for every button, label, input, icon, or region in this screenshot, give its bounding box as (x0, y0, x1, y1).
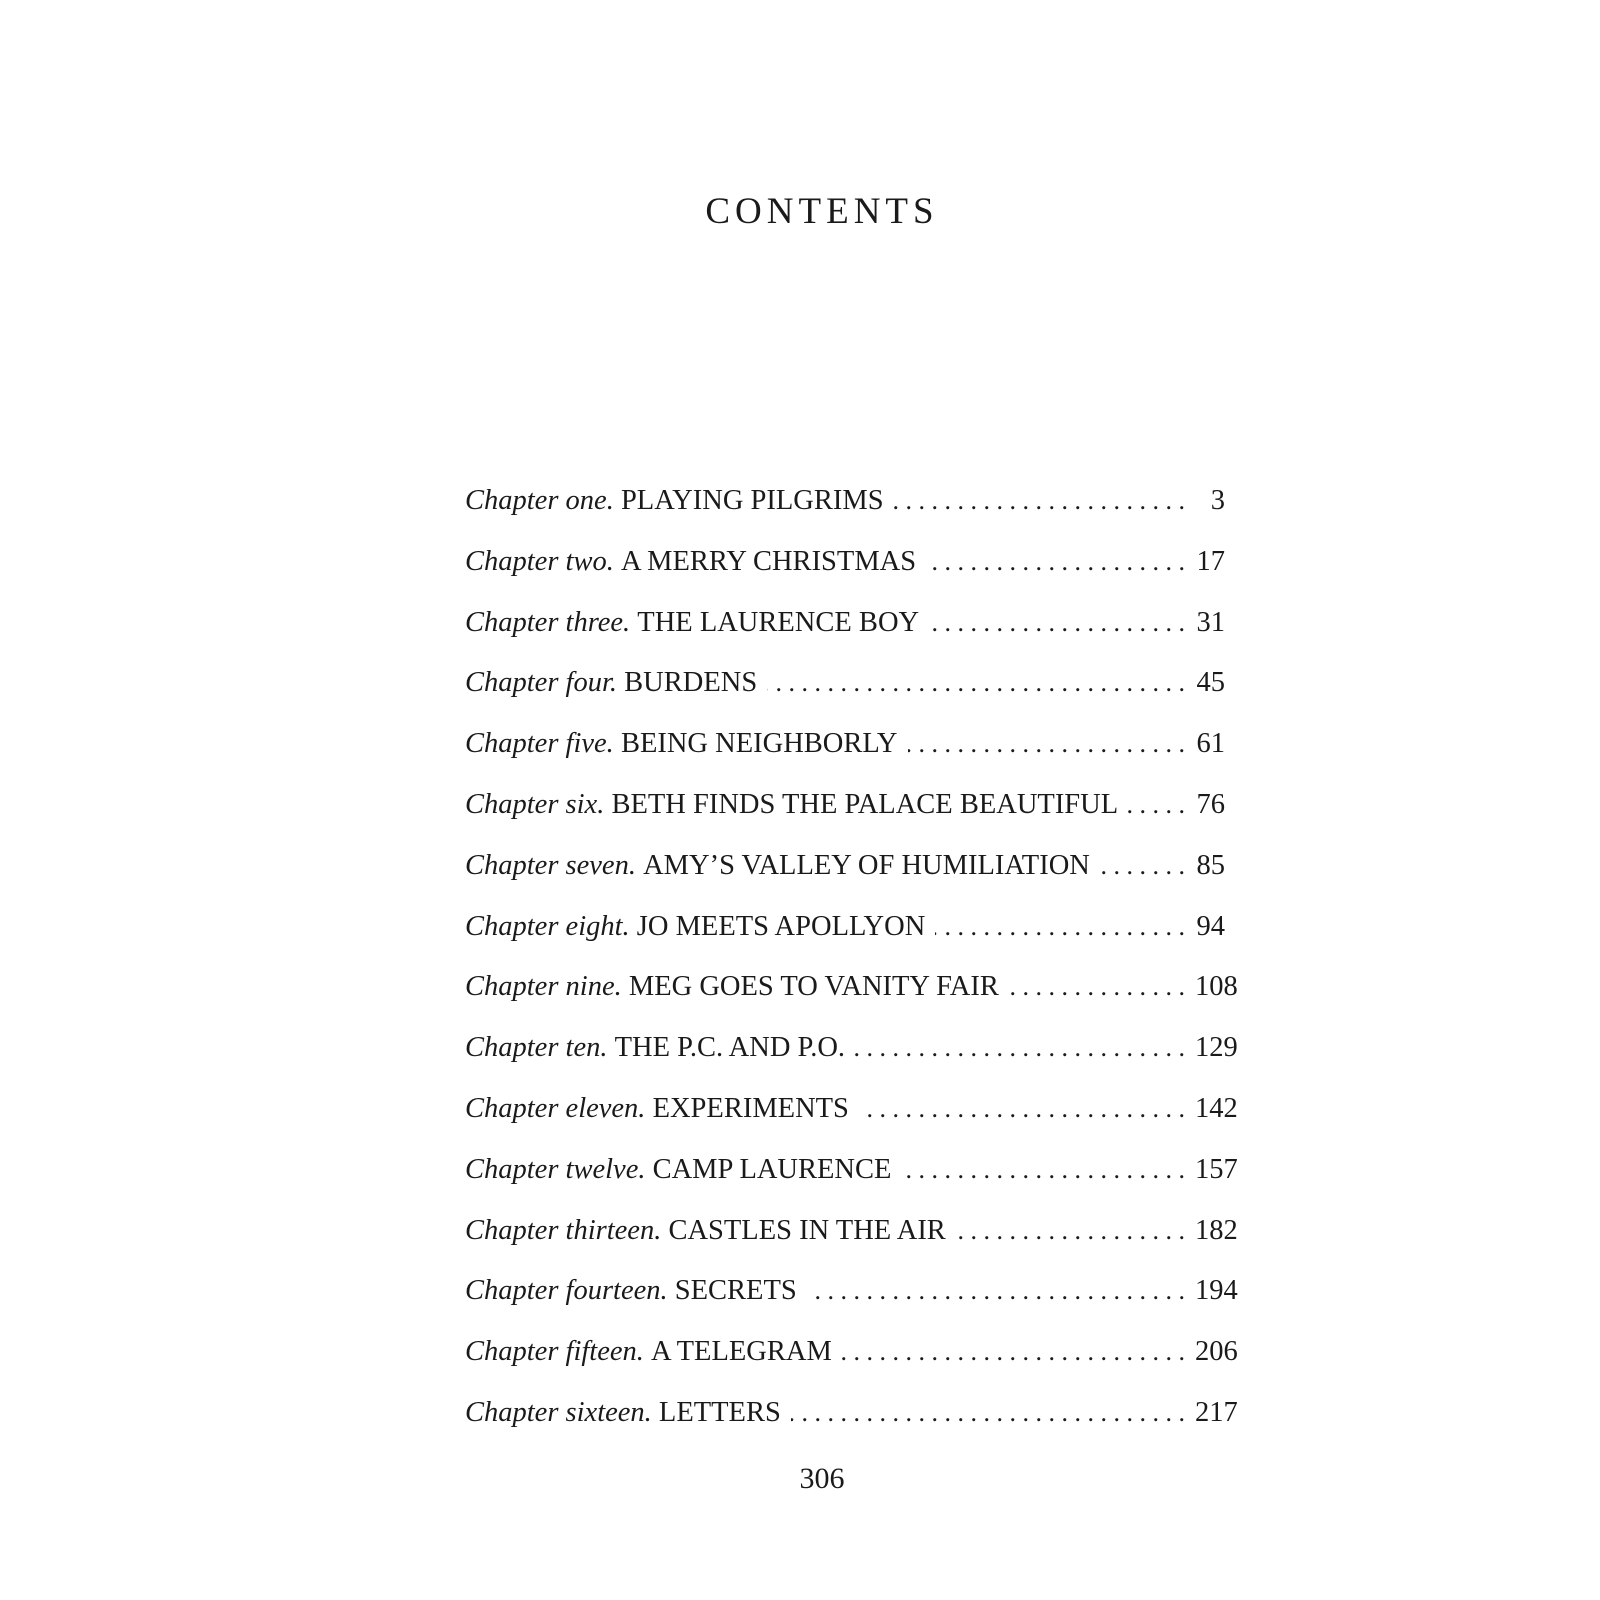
toc-entry (465, 547, 1225, 608)
table-of-contents (465, 485, 1238, 1459)
chapter-title: EXPERIMENTS (652, 1092, 849, 1124)
folio-page-number: 306 (799, 1462, 845, 1495)
page-number: 45 (1196, 667, 1225, 699)
chapter-number: Chapter ten. (465, 1032, 608, 1064)
dot-leader (791, 1398, 1185, 1428)
chapter-title: CASTLES IN THE AIR (668, 1214, 946, 1246)
dot-leader (929, 608, 1185, 638)
chapter-title: SECRETS (674, 1275, 797, 1307)
toc-entry (465, 1275, 1238, 1337)
dot-leader (901, 1155, 1185, 1185)
chapter-title: MEG GOES TO VANITY FAIR (628, 971, 999, 1003)
dot-leader (1009, 972, 1185, 1002)
chapter-title: THE LAURENCE BOY (637, 606, 920, 638)
dot-leader (926, 547, 1185, 577)
toc-entry (465, 608, 1225, 669)
chapter-title: THE P.C. AND P.O. (614, 1032, 846, 1064)
dot-leader (908, 729, 1185, 759)
toc-entry (465, 912, 1225, 973)
chapter-number: Chapter three. (465, 606, 631, 638)
dot-leader (1100, 851, 1185, 881)
chapter-number: Chapter fifteen. (465, 1336, 644, 1368)
toc-entry (465, 1214, 1238, 1277)
page-number: 76 (1196, 788, 1225, 820)
toc-entry (465, 1336, 1238, 1398)
page-number: 61 (1196, 728, 1225, 760)
chapter-number: Chapter one. (465, 485, 614, 516)
toc-entry (465, 668, 1225, 729)
chapter-title: CAMP LAURENCE (652, 1153, 892, 1185)
page-number: 129 (1195, 1032, 1238, 1064)
chapter-number: Chapter nine. (465, 971, 622, 1003)
chapter-title: PLAYING PILGRIMS (620, 485, 884, 516)
dot-leader (767, 668, 1185, 698)
dot-leader (842, 1337, 1185, 1367)
toc-entry (465, 851, 1225, 912)
toc-entry (465, 729, 1225, 790)
chapter-number: Chapter twelve. (465, 1153, 646, 1185)
page-number: 182 (1195, 1214, 1238, 1246)
chapter-number: Chapter thirteen. (465, 1214, 662, 1246)
chapter-number: Chapter five. (465, 728, 614, 760)
page-number: 108 (1195, 971, 1238, 1003)
chapter-number: Chapter eight. (465, 910, 630, 942)
toc-entry (465, 1032, 1238, 1094)
page-number: 17 (1196, 545, 1225, 577)
toc-entry (465, 790, 1225, 851)
dot-leader (894, 486, 1185, 516)
chapter-title: AMY’S VALLEY OF HUMILIATION (643, 849, 1090, 881)
page-number: 31 (1196, 606, 1225, 638)
dot-leader (855, 1033, 1185, 1063)
chapter-number: Chapter eleven. (465, 1092, 646, 1124)
chapter-title: JO MEETS APOLLYON (636, 910, 926, 942)
page-number: 85 (1196, 849, 1225, 881)
toc-entry (465, 1153, 1238, 1216)
page-number: 94 (1196, 910, 1225, 942)
toc-entry (465, 486, 1225, 547)
chapter-number: Chapter six. (465, 788, 605, 820)
chapter-title: A TELEGRAM (651, 1336, 832, 1368)
toc-entry (465, 1396, 1238, 1459)
chapter-number: Chapter fourteen. (465, 1275, 668, 1307)
page-title: CONTENTS (705, 191, 939, 232)
page-number: 194 (1195, 1275, 1238, 1307)
chapter-title: A MERRY CHRISTMAS (620, 545, 917, 577)
toc-entry (465, 1092, 1238, 1155)
dot-leader (807, 1276, 1185, 1306)
chapter-number: Chapter four. (465, 667, 618, 699)
chapter-title: BURDENS (624, 667, 758, 699)
dot-leader (859, 1094, 1185, 1124)
page-number: 217 (1195, 1396, 1238, 1428)
chapter-title: BEING NEIGHBORLY (620, 728, 898, 760)
page-number: 206 (1195, 1336, 1238, 1368)
page-number: 157 (1195, 1153, 1238, 1185)
chapter-number: Chapter sixteen. (465, 1396, 652, 1428)
dot-leader (956, 1216, 1185, 1246)
page-number: 3 (1210, 485, 1225, 516)
toc-entry (465, 971, 1238, 1033)
chapter-number: Chapter seven. (465, 849, 636, 881)
page-number: 142 (1195, 1092, 1238, 1124)
dot-leader (1128, 790, 1185, 820)
chapter-title: BETH FINDS THE PALACE BEAUTIFUL (611, 788, 1119, 820)
chapter-title: LETTERS (658, 1396, 781, 1428)
dot-leader (935, 912, 1185, 942)
chapter-number: Chapter two. (465, 545, 614, 577)
